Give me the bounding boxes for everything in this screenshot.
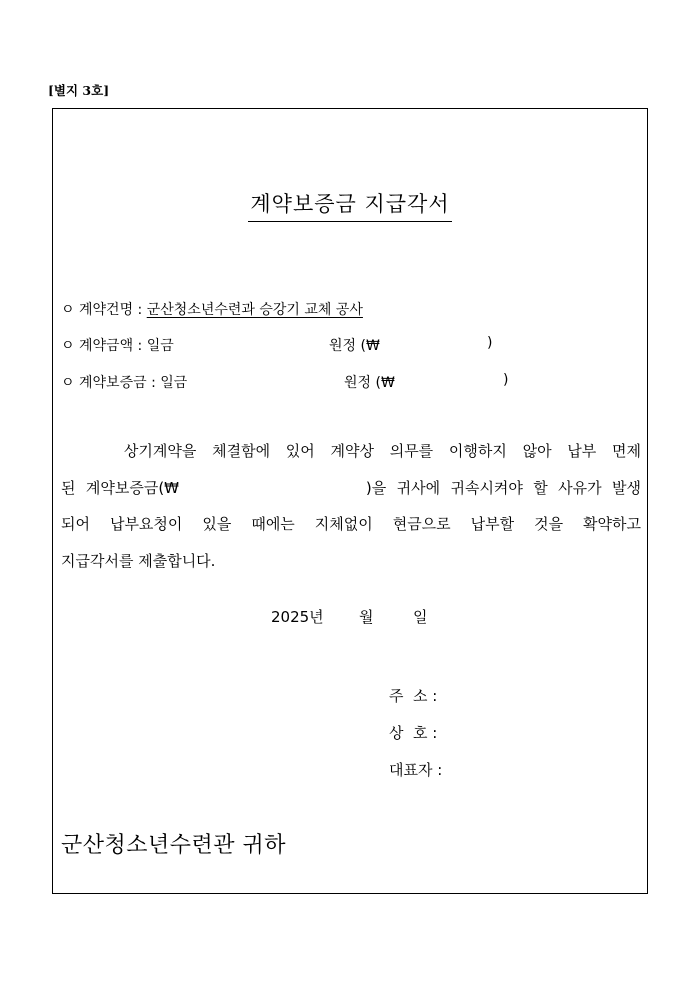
pledge-line-3: 되어 납부요청이 있을 때에는 지체없이 현금으로 납부할 것을 확약하고 — [61, 515, 641, 533]
pledge-line-4: 지급각서를 제출합니다. — [61, 551, 216, 570]
deposit-label: 계약보증금 : 일금 — [79, 375, 188, 391]
contract-name-label: 계약건명 : — [79, 302, 143, 318]
document-title: 계약보증금 지급각서 — [248, 188, 451, 222]
bullet-icon: ㅇ — [61, 375, 75, 391]
address-label: 주 소 : — [389, 687, 438, 705]
document-title-wrap — [53, 188, 647, 222]
contract-name-value: 군산청소년수련과 승강기 교체 공사 — [146, 302, 363, 318]
document-frame — [52, 108, 648, 894]
contract-amount-close: ) — [487, 335, 493, 351]
bullet-icon: ㅇ — [61, 338, 75, 354]
recipient: 군산청소년수련관 귀하 — [61, 833, 287, 858]
form-number: [별지 3호] — [48, 83, 110, 98]
contract-amount-row — [61, 335, 493, 355]
contract-amount-unit: 원정 (₩ — [329, 338, 380, 354]
contract-amount-label: 계약금액 : 일금 — [79, 338, 174, 354]
date-day: 일 — [413, 608, 428, 626]
contract-name-row — [61, 299, 363, 319]
representative-label: 대표자 : — [389, 761, 443, 779]
date-month: 월 — [359, 608, 374, 626]
company-label: 상 호 : — [389, 724, 438, 742]
date-year: 2025년 — [271, 608, 324, 626]
pledge-paragraph — [61, 433, 641, 579]
pledge-line-2: 된 계약보증금(₩ )을 귀사에 귀속시켜야 할 사유가 발생 — [61, 478, 641, 497]
deposit-row — [61, 372, 509, 392]
bullet-icon: ㅇ — [61, 302, 75, 318]
deposit-close: ) — [503, 372, 509, 388]
pledge-line-1: 상기계약을 체결함에 있어 계약상 의무를 이행하지 않아 납부 면제 — [61, 442, 641, 460]
deposit-unit: 원정 (₩ — [344, 375, 395, 391]
